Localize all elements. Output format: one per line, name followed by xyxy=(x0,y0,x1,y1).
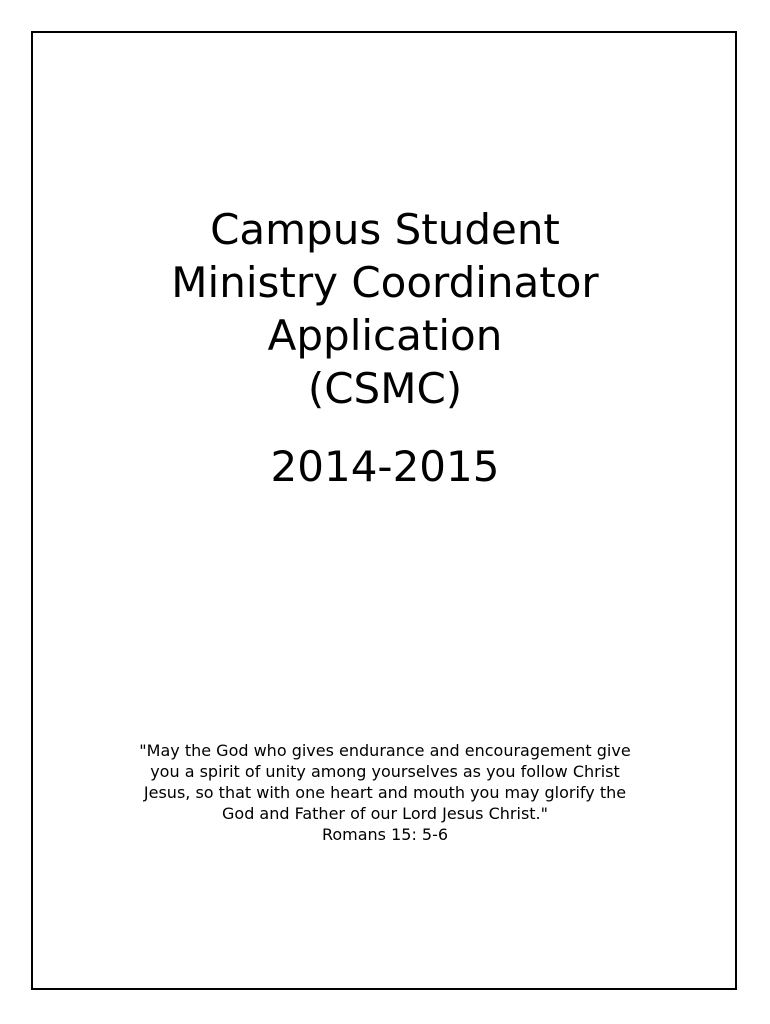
quote-line-1: "May the God who gives endurance and encouragement give xyxy=(139,741,631,760)
document-title xyxy=(0,203,770,415)
title-line-1: Campus Student xyxy=(210,205,560,254)
page-border xyxy=(31,31,737,990)
quote-line-3: Jesus, so that with one heart and mouth you may glorify the xyxy=(143,783,627,802)
year-range: 2014-2015 xyxy=(270,442,500,491)
title-line-2: Ministry Coordinator xyxy=(171,258,599,307)
title-line-4: (CSMC) xyxy=(307,364,463,413)
scripture-quote xyxy=(0,740,770,845)
title-line-3: Application xyxy=(267,311,503,360)
quote-line-2: you a spirit of unity among yourselves as you follow Christ xyxy=(150,762,620,781)
quote-citation: Romans 15: 5-6 xyxy=(321,825,449,844)
quote-line-4: God and Father of our Lord Jesus Christ." xyxy=(222,804,548,823)
